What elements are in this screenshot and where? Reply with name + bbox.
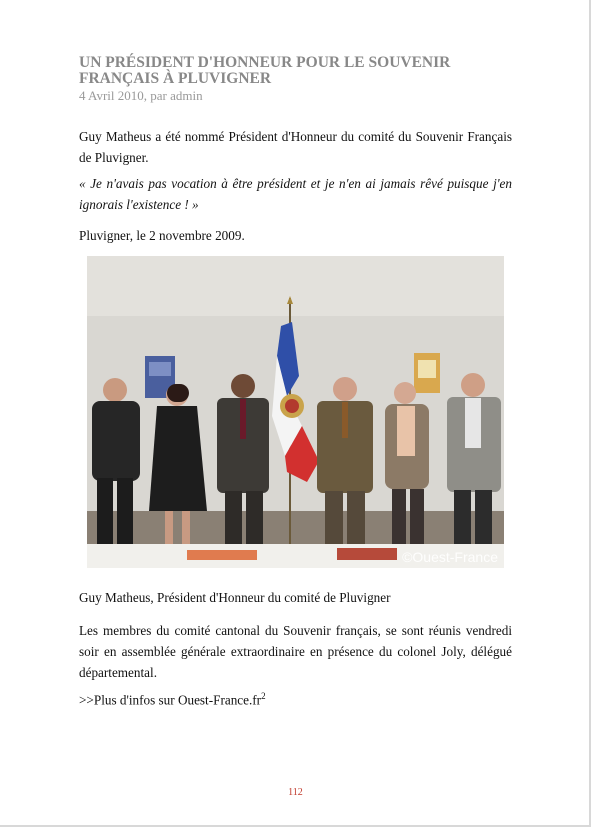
person-6-leg-left [454, 490, 471, 548]
person-5-leg-left [392, 489, 406, 547]
person-1-leg-right [117, 478, 133, 546]
person-6-head [461, 373, 485, 397]
photo-watermark: ©Ouest-France [402, 549, 498, 565]
article-title: UN PRÉSIDENT D'HONNEUR POUR LE SOUVENIR FRANÇAIS À PLUVIGNER [79, 54, 451, 87]
person-1-leg-left [97, 478, 113, 546]
intro-paragraph: Guy Matheus a été nommé Président d'Honneur du comité du Souvenir Français de Pluvigner. [79, 129, 512, 165]
person-3-head [231, 374, 255, 398]
photo-table-folder [187, 550, 257, 560]
person-6-shirt [465, 398, 481, 448]
footnote-marker: 2 [261, 691, 266, 701]
photo-caption: Guy Matheus, Président d'Honneur du comité de Pluvigner [79, 590, 391, 605]
wall-poster-left-detail [149, 362, 171, 376]
more-info-link-label: >>Plus d'infos sur Ouest-France.fr [79, 692, 262, 708]
person-5-leg-right [410, 489, 424, 547]
person-1-jacket [92, 401, 140, 481]
person-5-top [397, 406, 415, 456]
person-6-leg-right [475, 490, 492, 548]
person-4-leg-left [325, 491, 343, 549]
body-paragraph: Les membres du comité cantonal du Souvenir français, se sont réunis vendredi soir en assemblée générale extraordinaire en présence du colonel Joly, délégué départemental. [79, 623, 512, 680]
person-1-head [103, 378, 127, 402]
more-info-link[interactable] [79, 691, 266, 708]
flag-emblem-center [285, 399, 299, 413]
person-4-head [333, 377, 357, 401]
page-number: 112 [288, 787, 303, 798]
article-byline: 4 Avril 2010, par admin [79, 88, 203, 103]
person-4-leg-right [347, 491, 365, 549]
person-2-dress [149, 406, 207, 511]
photo-table-binder [337, 548, 397, 560]
quote-paragraph: « Je n'avais pas vocation à être président et je n'en ai jamais rêvé puisque j'en ignorais l'existence ! » [79, 176, 512, 212]
group-photo [87, 256, 504, 568]
wall-poster-right-detail [418, 360, 436, 378]
person-3-leg-right [246, 491, 263, 551]
dateline: Pluvigner, le 2 novembre 2009. [79, 228, 245, 243]
person-4-tie [342, 402, 348, 438]
person-3-tie [240, 399, 246, 439]
person-3-leg-left [225, 491, 242, 551]
group-photo-illustration [87, 256, 504, 568]
photo-ceiling-light [87, 256, 504, 316]
person-5-head [394, 382, 416, 404]
person-2-hair [167, 384, 189, 402]
